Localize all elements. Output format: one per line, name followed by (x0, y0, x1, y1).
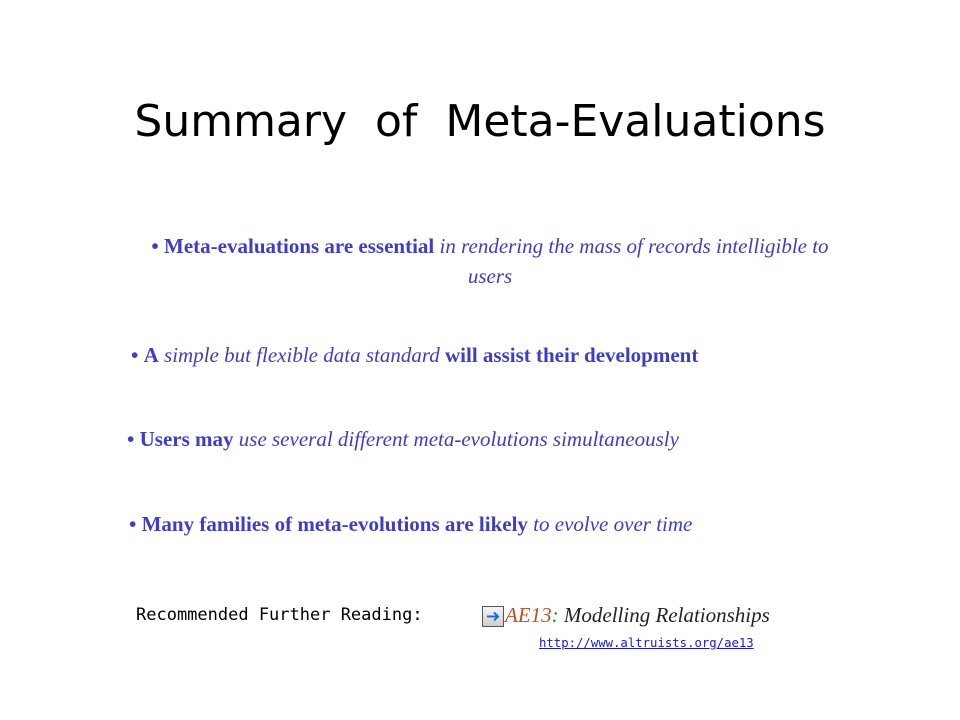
bullet-bold-text: Many families of meta-evolutions are likely (141, 512, 528, 536)
further-reading-label: Recommended Further Reading: (136, 605, 423, 625)
further-reading-url[interactable]: http://www.altruists.org/ae13 (539, 636, 754, 650)
bullet-many-families (129, 509, 692, 539)
bullet-bold-text: A (143, 343, 159, 367)
bullet-bold-text: will assist their development (444, 343, 699, 367)
bullet-marker: • (151, 234, 159, 258)
bullet-users-may (127, 424, 679, 454)
bullet-italic-text: in rendering the mass of records intelligible to users (439, 234, 829, 288)
reference-title: Modelling Relationships (563, 603, 770, 627)
slide-title: Summary of Meta-Evaluations (134, 96, 826, 147)
further-reading-reference[interactable] (505, 603, 770, 628)
bullet-italic-text: to evolve over time (533, 512, 693, 536)
bullet-italic-text: use several different meta-evolutions simultaneously (238, 427, 679, 451)
bullet-meta-evaluations-essential (130, 231, 850, 291)
bullet-marker: • (129, 512, 137, 536)
bullet-marker: • (131, 343, 139, 367)
reference-colon: : (551, 603, 559, 627)
arrow-right-icon[interactable] (482, 606, 504, 627)
bullet-italic-text: simple but flexible data standard (164, 343, 440, 367)
bullet-bold-text: Users may (139, 427, 234, 451)
bullet-bold-text: Meta-evaluations are essential (164, 234, 435, 258)
bullet-data-standard (131, 340, 698, 370)
bullet-marker: • (127, 427, 135, 451)
reference-code: AE13 (505, 603, 552, 627)
